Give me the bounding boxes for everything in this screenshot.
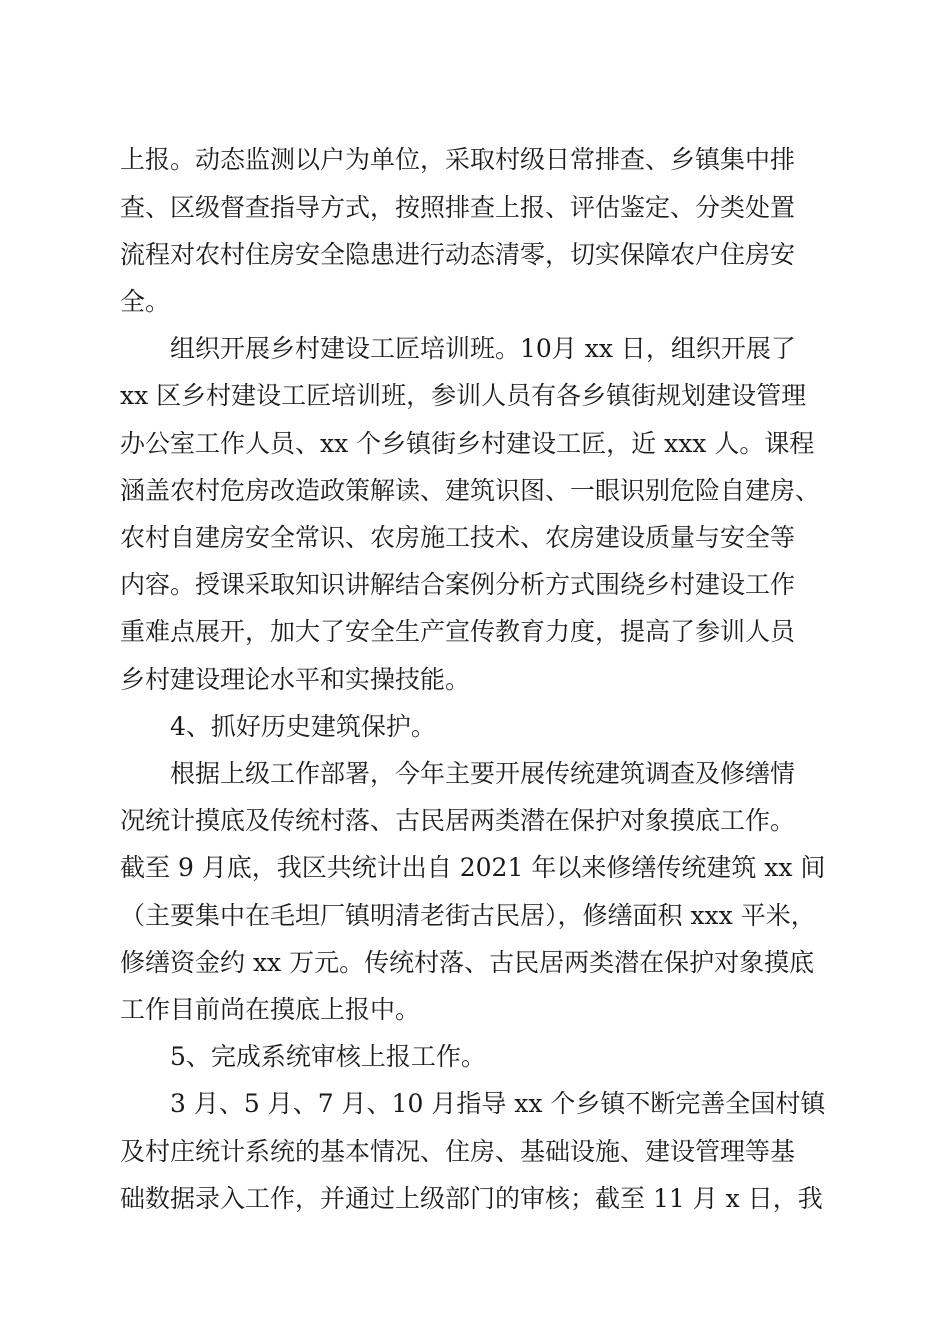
text-line: 全。 bbox=[120, 287, 171, 316]
text-line: 流程对农村住房安全隐患进行动态清零，切实保障农户住房安 bbox=[120, 240, 796, 269]
text-line: 重难点展开，加大了安全生产宣传教育力度，提高了参训人员 bbox=[120, 617, 796, 646]
section-heading: 5、完成系统审核上报工作。 bbox=[170, 1042, 486, 1071]
section-heading: 4、抓好历史建筑保护。 bbox=[170, 712, 436, 741]
paragraph-start-line: 3 月、5 月、7 月、10 月指导 xx 个乡镇不断完善全国村镇 bbox=[170, 1089, 826, 1118]
text-line: 乡村建设理论水平和实操技能。 bbox=[120, 665, 471, 694]
text-line: 内容。授课采取知识讲解结合案例分析方式围绕乡村建设工作 bbox=[120, 570, 796, 599]
text-line: 涵盖农村危房改造政策解读、建筑识图、一眼识别危险自建房、 bbox=[120, 476, 821, 505]
text-line: xx 区乡村建设工匠培训班，参训人员有各乡镇街规划建设管理 bbox=[120, 381, 807, 410]
text-line: 上报。动态监测以户为单位，采取村级日常排查、乡镇集中排 bbox=[120, 145, 796, 174]
text-line: 截至 9 月底，我区共统计出自 2021 年以来修缮传统建筑 xx 间 bbox=[120, 853, 826, 882]
text-line: 查、区级督查指导方式，按照排查上报、评估鉴定、分类处置 bbox=[120, 193, 796, 222]
text-line: 及村庄统计系统的基本情况、住房、基础设施、建设管理等基 bbox=[120, 1137, 796, 1166]
text-line: 办公室工作人员、xx 个乡镇街乡村建设工匠，近 xxx 人。课程 bbox=[120, 429, 815, 458]
text-line: （主要集中在毛坦厂镇明清老街古民居），修缮面积 xxx 平米， bbox=[120, 901, 816, 930]
text-line: 础数据录入工作，并通过上级部门的审核；截至 11 月 x 日，我 bbox=[120, 1184, 823, 1213]
text-line: 工作目前尚在摸底上报中。 bbox=[120, 995, 421, 1024]
paragraph-start-line: 根据上级工作部署，今年主要开展传统建筑调查及修缮情 bbox=[170, 759, 796, 788]
paragraph-start-line: 组织开展乡村建设工匠培训班。10月 xx 日，组织开展了 bbox=[170, 334, 796, 363]
text-line: 况统计摸底及传统村落、古民居两类潜在保护对象摸底工作。 bbox=[120, 806, 796, 835]
text-line: 修缮资金约 xx 万元。传统村落、古民居两类潜在保护对象摸底 bbox=[120, 948, 815, 977]
text-line: 农村自建房安全常识、农房施工技术、农房建设质量与安全等 bbox=[120, 523, 796, 552]
